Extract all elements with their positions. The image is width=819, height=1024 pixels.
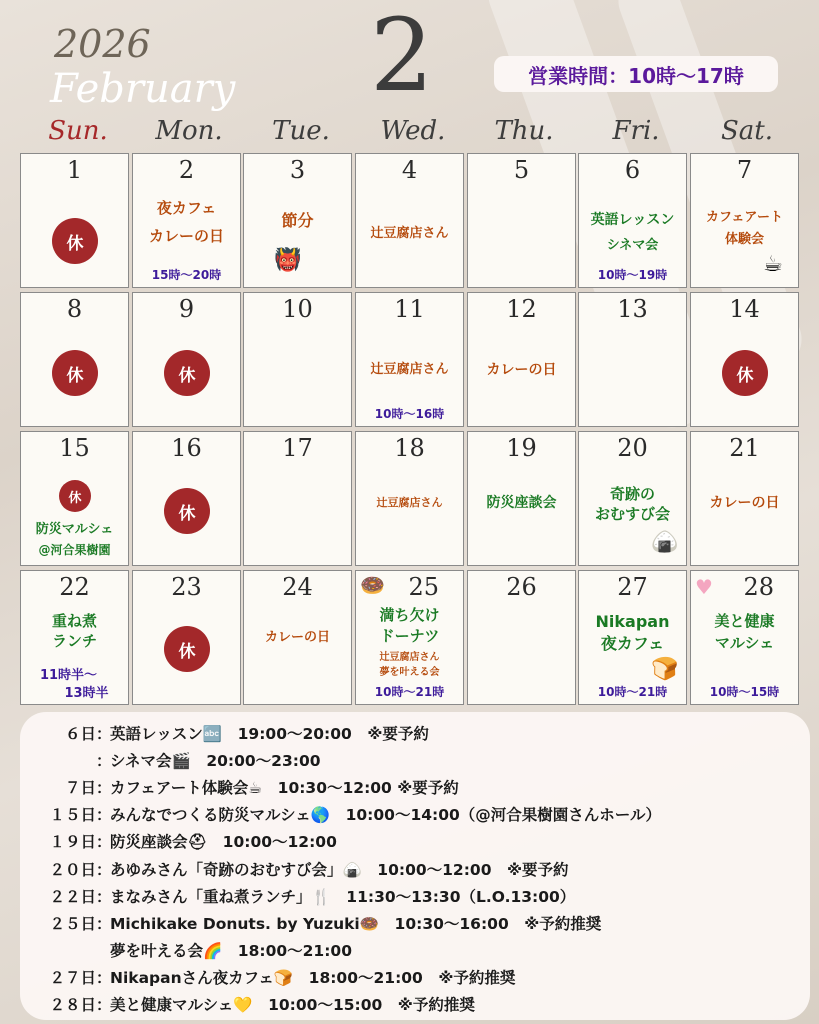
event-label: カレーの日	[264, 630, 330, 645]
day-number: 19	[506, 434, 537, 462]
day-cell-20	[578, 431, 687, 566]
event-label: 満ち欠け	[379, 606, 440, 624]
event-label: 重ね煮	[51, 612, 97, 630]
day-cell-5	[467, 153, 576, 288]
schedule-item: ２８日 ： 美と健康マルシェ💛 10:00〜15:00 ※予約推奨	[30, 991, 810, 1018]
day-number: 10	[282, 295, 313, 323]
day-number: 17	[282, 434, 313, 462]
schedule-text: 美と健康マルシェ💛 10:00〜15:00 ※予約推奨	[110, 996, 475, 1015]
event-time: 10時〜16時	[374, 407, 445, 421]
business-hours-badge: 営業時間：10時〜17時	[494, 56, 778, 92]
day-number: 1	[66, 156, 83, 184]
day-cell-10	[243, 292, 352, 427]
schedule-text: 夢を叶える会🌈 18:00〜21:00	[110, 942, 352, 961]
day-number: 28	[743, 573, 774, 601]
day-number: 13	[617, 295, 648, 323]
event-time: 11時半〜	[39, 668, 98, 683]
event-label: 防災マルシェ	[35, 522, 114, 537]
event-time: 10時〜21時	[374, 685, 445, 699]
day-number: 14	[729, 295, 760, 323]
closed-badge: 休	[59, 480, 91, 512]
schedule-day: ６日	[64, 724, 96, 743]
day-cell-15	[20, 431, 129, 566]
event-time: 10時〜21時	[597, 685, 668, 699]
day-number: 12	[506, 295, 537, 323]
day-number: 20	[617, 434, 648, 462]
day-cell-6	[578, 153, 687, 288]
day-number: 8	[66, 295, 83, 323]
event-label: 夜カフェ	[156, 199, 217, 217]
schedule-text: 英語レッスン🔤 19:00〜20:00 ※要予約	[110, 724, 429, 743]
day-cell-26	[467, 570, 576, 705]
schedule-item: ２７日 ： Nikapanさん夜カフェ🍞 18:00〜21:00 ※予約推奨	[30, 964, 810, 991]
event-label: 夢を叶える会	[379, 667, 440, 678]
month-number: 2	[370, 0, 434, 114]
closed-badge: 休	[52, 350, 98, 396]
schedule-text: 防災座談会⛑ 10:00〜12:00	[110, 833, 337, 852]
day-number: 26	[506, 573, 537, 601]
day-number: 15	[59, 434, 90, 462]
day-number: 16	[171, 434, 202, 462]
schedule-day: ７日	[64, 778, 96, 797]
day-cell-17	[243, 431, 352, 566]
schedule-item	[30, 937, 810, 964]
event-label: @河合果樹園	[38, 543, 111, 557]
schedule-item: １５日 ： みんなでつくる防災マルシェ🌎 10:00〜14:00（@河合果樹園さんホール）	[30, 801, 810, 828]
day-cell-12	[467, 292, 576, 427]
day-cell-18	[355, 431, 464, 566]
day-cell-27	[578, 570, 687, 705]
day-cell-22	[20, 570, 129, 705]
schedule-item: １９日 ： 防災座談会⛑ 10:00〜12:00	[30, 828, 810, 855]
onigiri-icon: 🍙	[651, 530, 679, 555]
weekday-mon: Mon.	[155, 116, 223, 146]
weekday-sun: Sun.	[48, 116, 108, 146]
schedule-text: Michikake Donuts. by Yuzuki🍩 10:30〜16:00 ※予約推奨	[110, 914, 602, 933]
event-label: Nikapan	[595, 612, 670, 631]
event-time: 10時〜19時	[597, 268, 668, 282]
schedule-day: ２８日	[49, 996, 96, 1015]
schedule-text: カフェアート体験会☕ 10:30〜12:00 ※要予約	[110, 778, 459, 797]
day-cell-11	[355, 292, 464, 427]
weekday-thu: Thu.	[494, 116, 554, 146]
day-cell-13	[578, 292, 687, 427]
event-label: 奇跡の	[609, 485, 655, 503]
day-number: 4	[401, 156, 418, 184]
schedule-item: ２５日 ： Michikake Donuts. by Yuzuki🍩 10:30〜16:00 ※予約推奨	[30, 909, 810, 936]
day-number: 27	[617, 573, 648, 601]
event-time: 15時〜20時	[151, 268, 222, 282]
schedule-text: Nikapanさん夜カフェ🍞 18:00〜21:00 ※予約推奨	[110, 969, 516, 988]
event-label: カレーの日	[148, 227, 224, 245]
event-label: シネマ会	[606, 238, 659, 253]
event-label: 防災座談会	[486, 495, 557, 511]
weekday-sat: Sat.	[720, 116, 774, 146]
schedule-item: ２０日 ： あゆみさん「奇跡のおむすび会」🍙 10:00〜12:00 ※要予約	[30, 855, 810, 882]
event-label: 辻豆腐店さん	[376, 496, 443, 509]
day-cell-3	[243, 153, 352, 288]
day-number: 25	[408, 573, 439, 601]
event-label: 体験会	[724, 232, 764, 247]
day-number: 2	[178, 156, 195, 184]
oni-demon-icon: 👹	[274, 248, 302, 273]
event-label: おむすび会	[594, 505, 670, 523]
day-cell-7	[690, 153, 799, 288]
day-cell-2	[132, 153, 241, 288]
event-label: カフェアート	[706, 210, 783, 225]
closed-badge: 休	[52, 218, 98, 264]
year-label: 2026	[54, 22, 151, 66]
day-cell-1	[20, 153, 129, 288]
day-number: 9	[178, 295, 195, 323]
closed-badge: 休	[164, 488, 210, 534]
event-label: 辻豆腐店さん	[370, 226, 449, 241]
day-number: 22	[59, 573, 90, 601]
schedule-item: ６日 ： 英語レッスン🔤 19:00〜20:00 ※要予約	[30, 719, 810, 746]
day-cell-25	[355, 570, 464, 705]
event-label: 辻豆腐店さん	[370, 362, 449, 377]
schedule-item: ： シネマ会🎬 20:00〜23:00	[30, 746, 810, 773]
day-number: 11	[394, 295, 425, 323]
schedule-day: １９日	[49, 833, 96, 852]
weekday-wed: Wed.	[380, 116, 446, 146]
donut-icon: 🍩	[360, 573, 385, 597]
closed-badge: 休	[164, 350, 210, 396]
event-label: マルシェ	[714, 634, 775, 652]
schedule-day: ２５日	[49, 914, 96, 933]
day-cell-4	[355, 153, 464, 288]
event-label: 節分	[281, 211, 314, 230]
day-number: 7	[736, 156, 753, 184]
heart-icon: ♥	[695, 575, 713, 599]
day-number: 24	[282, 573, 313, 601]
event-time: 13時半	[64, 686, 109, 701]
day-cell-21	[690, 431, 799, 566]
closed-badge: 休	[722, 350, 768, 396]
latte-art-icon: ☕	[763, 252, 783, 277]
day-number: 3	[289, 156, 306, 184]
weekday-fri: Fri.	[612, 116, 660, 146]
schedule-day: ２７日	[49, 969, 96, 988]
schedule-item: ７日 ： カフェアート体験会☕ 10:30〜12:00 ※要予約	[30, 773, 810, 800]
schedule-text: まなみさん「重ね煮ランチ」🍴 11:30〜13:30（L.O.13:00）	[110, 887, 576, 906]
event-label: カレーの日	[486, 362, 557, 378]
day-cell-24	[243, 570, 352, 705]
day-number: 21	[729, 434, 760, 462]
weekday-tue: Tue.	[272, 116, 330, 146]
day-number: 5	[513, 156, 530, 184]
event-label: ドーナツ	[379, 627, 440, 645]
day-cell-23	[132, 570, 241, 705]
month-name: February	[50, 66, 236, 112]
schedule-day: ２２日	[49, 887, 96, 906]
schedule-text: あゆみさん「奇跡のおむすび会」🍙 10:00〜12:00 ※要予約	[110, 860, 569, 879]
day-cell-14	[690, 292, 799, 427]
schedule-list	[30, 719, 810, 1018]
event-time: 10時〜15時	[709, 685, 780, 699]
schedule-day: ２０日	[49, 860, 96, 879]
day-cell-8	[20, 292, 129, 427]
day-cell-16	[132, 431, 241, 566]
event-label: 辻豆腐店さん	[379, 652, 440, 663]
event-label: 夜カフェ	[600, 634, 665, 653]
day-cell-9	[132, 292, 241, 427]
day-cell-28	[690, 570, 799, 705]
event-label: 美と健康	[714, 612, 775, 630]
day-number: 6	[624, 156, 641, 184]
day-cell-19	[467, 431, 576, 566]
event-label: カレーの日	[709, 495, 780, 511]
event-label: 英語レッスン	[590, 212, 675, 228]
schedule-item: ２２日 ： まなみさん「重ね煮ランチ」🍴 11:30〜13:30（L.O.13:00）	[30, 882, 810, 909]
day-number: 18	[394, 434, 425, 462]
schedule-text: シネマ会🎬 20:00〜23:00	[110, 751, 321, 770]
schedule-text: みんなでつくる防災マルシェ🌎 10:00〜14:00（@河合果樹園さんホール）	[110, 806, 661, 825]
day-number: 23	[171, 573, 202, 601]
closed-badge: 休	[164, 626, 210, 672]
event-label: ランチ	[51, 632, 97, 650]
schedule-day: １５日	[49, 806, 96, 825]
bread-icon: 🍞	[651, 657, 679, 682]
